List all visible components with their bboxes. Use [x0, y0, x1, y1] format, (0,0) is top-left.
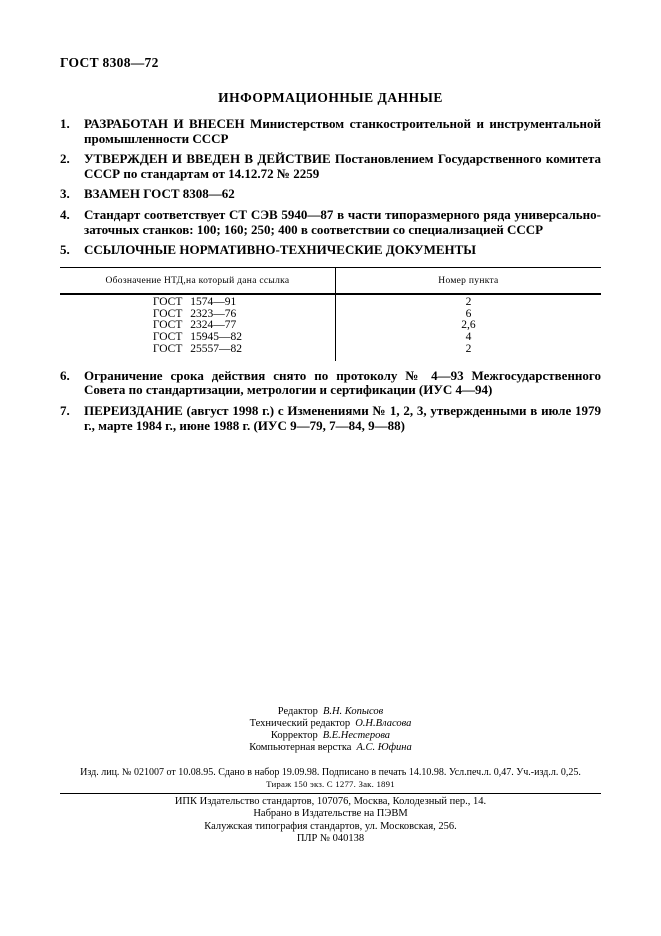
informational-data-section	[60, 117, 601, 439]
item-number: 6.	[60, 367, 70, 383]
editor-role: Компьютерная верстка	[249, 742, 352, 753]
table-body	[60, 295, 601, 361]
editor-name: В.Н. Копысов	[322, 706, 384, 717]
table-cell-ntd: ГОСТ 2324—77	[152, 319, 237, 332]
item-number: 3.	[60, 186, 70, 202]
item-text: ВЗАМЕН ГОСТ 8308—62	[84, 186, 235, 202]
colophon	[60, 706, 601, 845]
item-text: ССЫЛОЧНЫЕ НОРМАТИВНО-ТЕХНИЧЕСКИЕ ДОКУМЕНТЫ	[84, 242, 477, 258]
editor-line	[60, 742, 601, 754]
item-number: 1.	[60, 116, 70, 131]
publisher-line: ПЛР № 040138	[296, 832, 365, 844]
editor-name: А.С. Юфина	[356, 742, 412, 753]
editor-line	[60, 706, 601, 718]
editor-line	[60, 730, 601, 742]
list-item-5	[60, 243, 601, 258]
table-cell-punkt: 2	[465, 342, 472, 355]
list-item-4	[60, 208, 601, 237]
license-line: Изд. лиц. № 021007 от 10.08.95. Сдано в набор 19.09.98. Подписано в печать 14.10.98. Усл.печ.л. 0,47. Уч.-изд.л. 0,25.	[80, 767, 581, 778]
publisher-line: Калужская типография стандартов, ул. Московская, 256.	[204, 820, 457, 832]
table-column-ntd	[60, 295, 336, 361]
list-item-1	[60, 117, 601, 146]
table-cell-ntd: ГОСТ 1574—91	[152, 295, 237, 308]
editor-name: В.Е.Нестерова	[322, 730, 391, 741]
tirazh-line: Тираж 150 экз. С 1277. Зак. 1891	[266, 779, 395, 789]
ntd-list	[153, 297, 242, 356]
item-text: Ограничение срока действия снято по протоколу № 4—93 Межгосударственного Совета по стандартизации, метрологии и сертификации (ИУС 4—94)	[84, 367, 601, 398]
item-number: 2.	[60, 151, 70, 167]
item-text: Стандарт соответствует СТ СЭВ 5940—87 в части типоразмерного ряда универсально-заточных станков: 100; 160; 250; 400 в соответствии со специализацией СССР	[84, 206, 601, 237]
editor-role: Корректор	[270, 730, 318, 741]
reference-documents-table	[60, 267, 601, 361]
editor-role: Технический редактор	[249, 718, 351, 729]
doc-code: ГОСТ 8308—72	[60, 55, 159, 70]
table-cell-punkt: 2	[465, 295, 472, 308]
item-number: 5.	[60, 242, 70, 258]
item-number: 7.	[60, 402, 70, 418]
editor-line	[60, 718, 601, 730]
page-title: ИНФОРМАЦИОННЫЕ ДАННЫЕ	[218, 90, 443, 105]
item-number: 4.	[60, 206, 70, 222]
table-cell-punkt: 2,6	[461, 319, 476, 332]
list-item-3	[60, 187, 601, 202]
item-text: РАЗРАБОТАН И ВНЕСЕН Министерством станкостроительной и инструментальной промышленности СССР	[84, 116, 601, 146]
table-column-punkt	[336, 295, 601, 361]
table-header-punkt: Номер пункта	[438, 275, 499, 286]
item-text: УТВЕРЖДЕН И ВВЕДЕН В ДЕЙСТВИЕ Постановлением Государственного комитета СССР по стандартам от 14.12.72 № 2259	[84, 151, 601, 181]
list-item-2	[60, 152, 601, 181]
editor-role: Редактор	[277, 706, 318, 717]
table-header-ntd: Обозначение НТД,на который дана ссылка	[60, 268, 336, 293]
editor-name: О.Н.Власова	[355, 718, 412, 729]
table-cell-ntd: ГОСТ 2323—76	[152, 307, 237, 320]
table-cell-ntd: ГОСТ 25557—82	[152, 342, 243, 355]
publisher-line: ИПК Издательство стандартов, 107076, Москва, Колодезный пер., 14.	[174, 796, 487, 807]
table-cell-punkt: 4	[465, 331, 472, 344]
table-cell-ntd: ГОСТ 15945—82	[152, 331, 243, 344]
item-text: ПЕРЕИЗДАНИЕ (август 1998 г.) с Изменениями № 1, 2, 3, утвержденными в июле 1979 г., марте 1984 г., июне 1988 г. (ИУС 9—79, 7—84, 9—88)	[84, 402, 601, 433]
list-item-7	[60, 404, 601, 433]
list-item-6	[60, 369, 601, 398]
publisher-block	[60, 793, 601, 845]
publisher-line: Набрано в Издательстве на ПЭВМ	[253, 808, 408, 820]
table-header-row	[60, 268, 601, 295]
table-cell-punkt: 6	[465, 307, 472, 320]
